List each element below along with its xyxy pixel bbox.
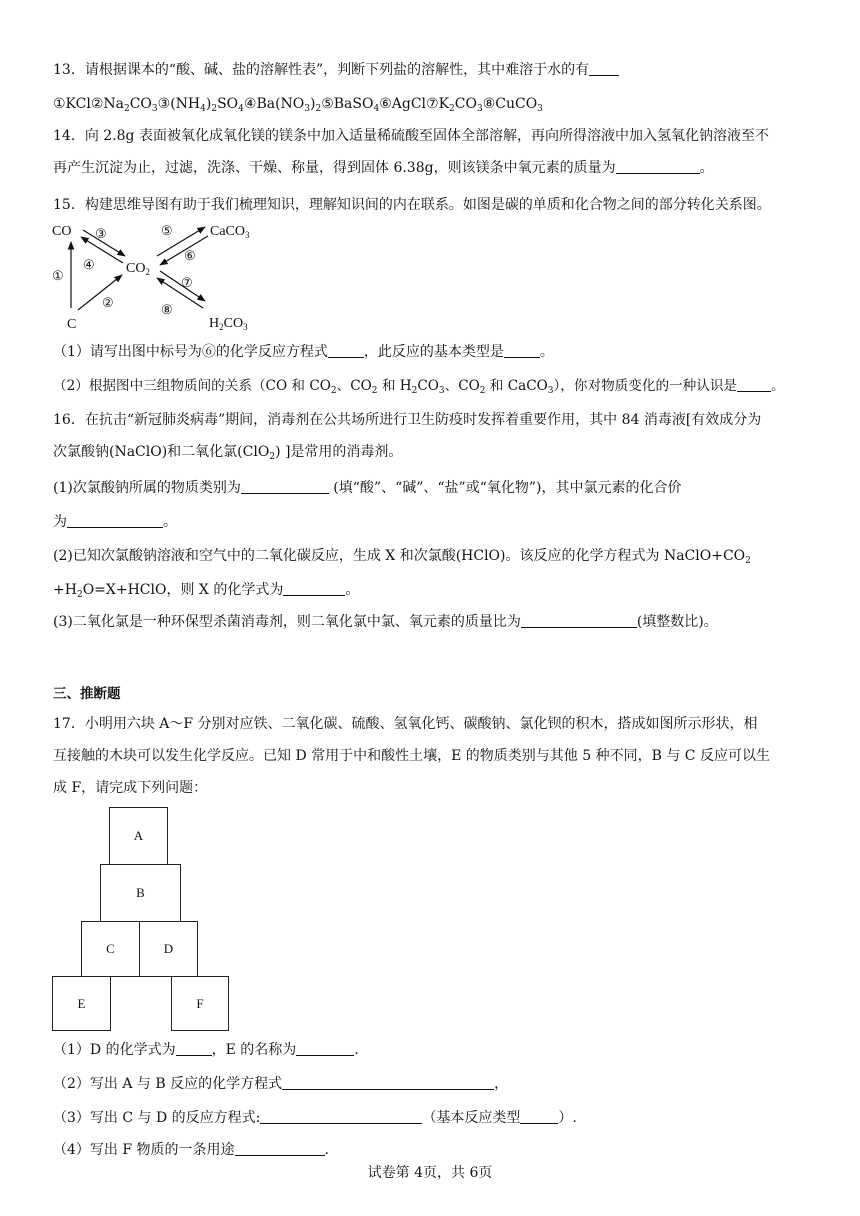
q15-part2: （2）根据图中三组物质间的关系（CO 和 $CO_2$、$CO_2$ 和 $H_2CO_3$、$CO_2$ 和 CaCO$_3$），你对物质变化的一种认识是 。	[53, 378, 785, 396]
q13-options: $①KCl②Na_2CO_3③(NH_4)_2SO_4④Ba(NO_3)_2⑤BaSO_4⑥AgCl⑦K_2CO_3⑧CuCO_3$	[53, 96, 543, 114]
q15-part1: （1）请写出图中标号为⑥的化学反应方程式 ，此反应的基本类型是 。	[53, 344, 554, 360]
answer-blank[interactable]	[520, 1109, 558, 1124]
co-label: CO	[52, 224, 72, 239]
answer-blank[interactable]	[296, 1041, 354, 1056]
q16-part3: (3)二氧化氯是一种环保型杀菌消毒剂，则二氧化氯中氯、氧元素的质量比为 (填整数比)。	[53, 614, 718, 630]
answer-blank[interactable]	[67, 513, 163, 528]
answer-blank[interactable]	[737, 377, 771, 392]
q16-part1-cont: 为 。	[53, 514, 177, 530]
answer-blank[interactable]	[283, 581, 345, 596]
q17-line1: 17．小明用六块 A～F 分别对应铁、二氧化碳、硫酸、氢氧化钙、碳酸钠、氯化钡的积木，搭成如图所示形状，相	[53, 716, 758, 732]
q14-line2: 再产生沉淀为止，过滤，洗涤、干燥、称量，得到固体 6.38g，则该镁条中氧元素的质量为 。	[53, 160, 714, 176]
q17-part3: （3）写出 C 与 D 的反应方程式: （基本反应类型 ）.	[53, 1110, 577, 1126]
answer-blank[interactable]	[589, 61, 619, 76]
label-8: ⑧	[161, 302, 173, 317]
caco3-label: CaCO$_3$	[210, 224, 250, 240]
answer-blank[interactable]	[616, 159, 700, 174]
q15-stem: 15．构建思维导图有助于我们梳理知识，理解知识间的内在联系。如图是碳的单质和化合物之间的部分转化关系图。	[53, 197, 771, 213]
answer-blank[interactable]	[504, 343, 540, 358]
block-e: E	[52, 976, 111, 1031]
q17-part1: （1）D 的化学式为 ，E 的名称为 .	[53, 1042, 359, 1058]
label-7: ⑦	[181, 275, 193, 290]
q17-part4: （4）写出 F 物质的一条用途 .	[53, 1142, 329, 1158]
block-f: F	[171, 976, 229, 1031]
label-1: ①	[52, 268, 64, 283]
label-4: ④	[83, 257, 95, 272]
block-d: D	[139, 921, 198, 977]
q17-line3: 成 F，请完成下列问题：	[53, 780, 208, 796]
co2-label: $CO_2$	[126, 261, 150, 277]
answer-blank[interactable]	[241, 479, 329, 494]
answer-blank[interactable]	[176, 1041, 212, 1056]
page-footer: 试卷第 4页，共 6页	[367, 1165, 493, 1181]
carbon-conversion-diagram	[45, 215, 275, 335]
q17-part2: （2）写出 A 与 B 反应的化学方程式 ，	[53, 1076, 509, 1092]
label-3: ③	[95, 226, 107, 241]
block-a: A	[109, 807, 168, 865]
q16-line1: 16．在抗击“新冠肺炎病毒”期间，消毒剂在公共场所进行卫生防疫时发挥着重要作用，其中 84 消毒液[有效成分为	[53, 412, 762, 428]
h2co3-label: $H_2CO_3$	[209, 316, 248, 332]
answer-blank[interactable]	[521, 613, 637, 628]
label-2: ②	[102, 295, 114, 310]
answer-blank[interactable]	[235, 1141, 325, 1156]
answer-blank[interactable]	[282, 1075, 494, 1090]
q14-line1: 14．向 2.8g 表面被氧化成氧化镁的镁条中加入适量稀硫酸至固体全部溶解，再向所得溶液中加入氢氧化钠溶液至不	[53, 128, 769, 144]
answer-blank[interactable]	[328, 343, 364, 358]
answer-blank[interactable]	[260, 1109, 422, 1124]
block-c: C	[81, 921, 140, 977]
q17-line2: 互接触的木块可以发生化学反应。已知 D 常用于中和酸性土壤，E 的物质类别与其他 5 种不同，B 与 C 反应可以生	[53, 748, 770, 764]
label-5: ⑤	[161, 223, 173, 238]
q13-stem: 13．请根据课本的“酸、碱、盐的溶解性表”，判断下列盐的溶解性，其中难溶于水的有	[53, 60, 619, 80]
q16-part1: (1)次氯酸钠所属的物质类别为 (填“酸”、“碱”、“盐”或“氧化物”)，其中氯元素的化合价	[53, 480, 682, 496]
block-b: B	[100, 864, 181, 922]
q16-part2-cont: $+H_2O=X+HClO$，则 X 的化学式为 。	[53, 582, 360, 600]
q16-part2: (2)已知次氯酸钠溶液和空气中的二氧化碳反应，生成 X 和次氯酸(HClO)。该反应的化学方程式为 $NaClO+CO_2$	[53, 548, 751, 566]
label-6: ⑥	[184, 248, 196, 263]
q16-line2: 次氯酸钠(NaClO)和二氧化氯(ClO$_2$) ]是常用的消毒剂。	[53, 444, 403, 462]
section-title: 三、推断题	[53, 686, 121, 702]
c-label: C	[67, 317, 77, 332]
